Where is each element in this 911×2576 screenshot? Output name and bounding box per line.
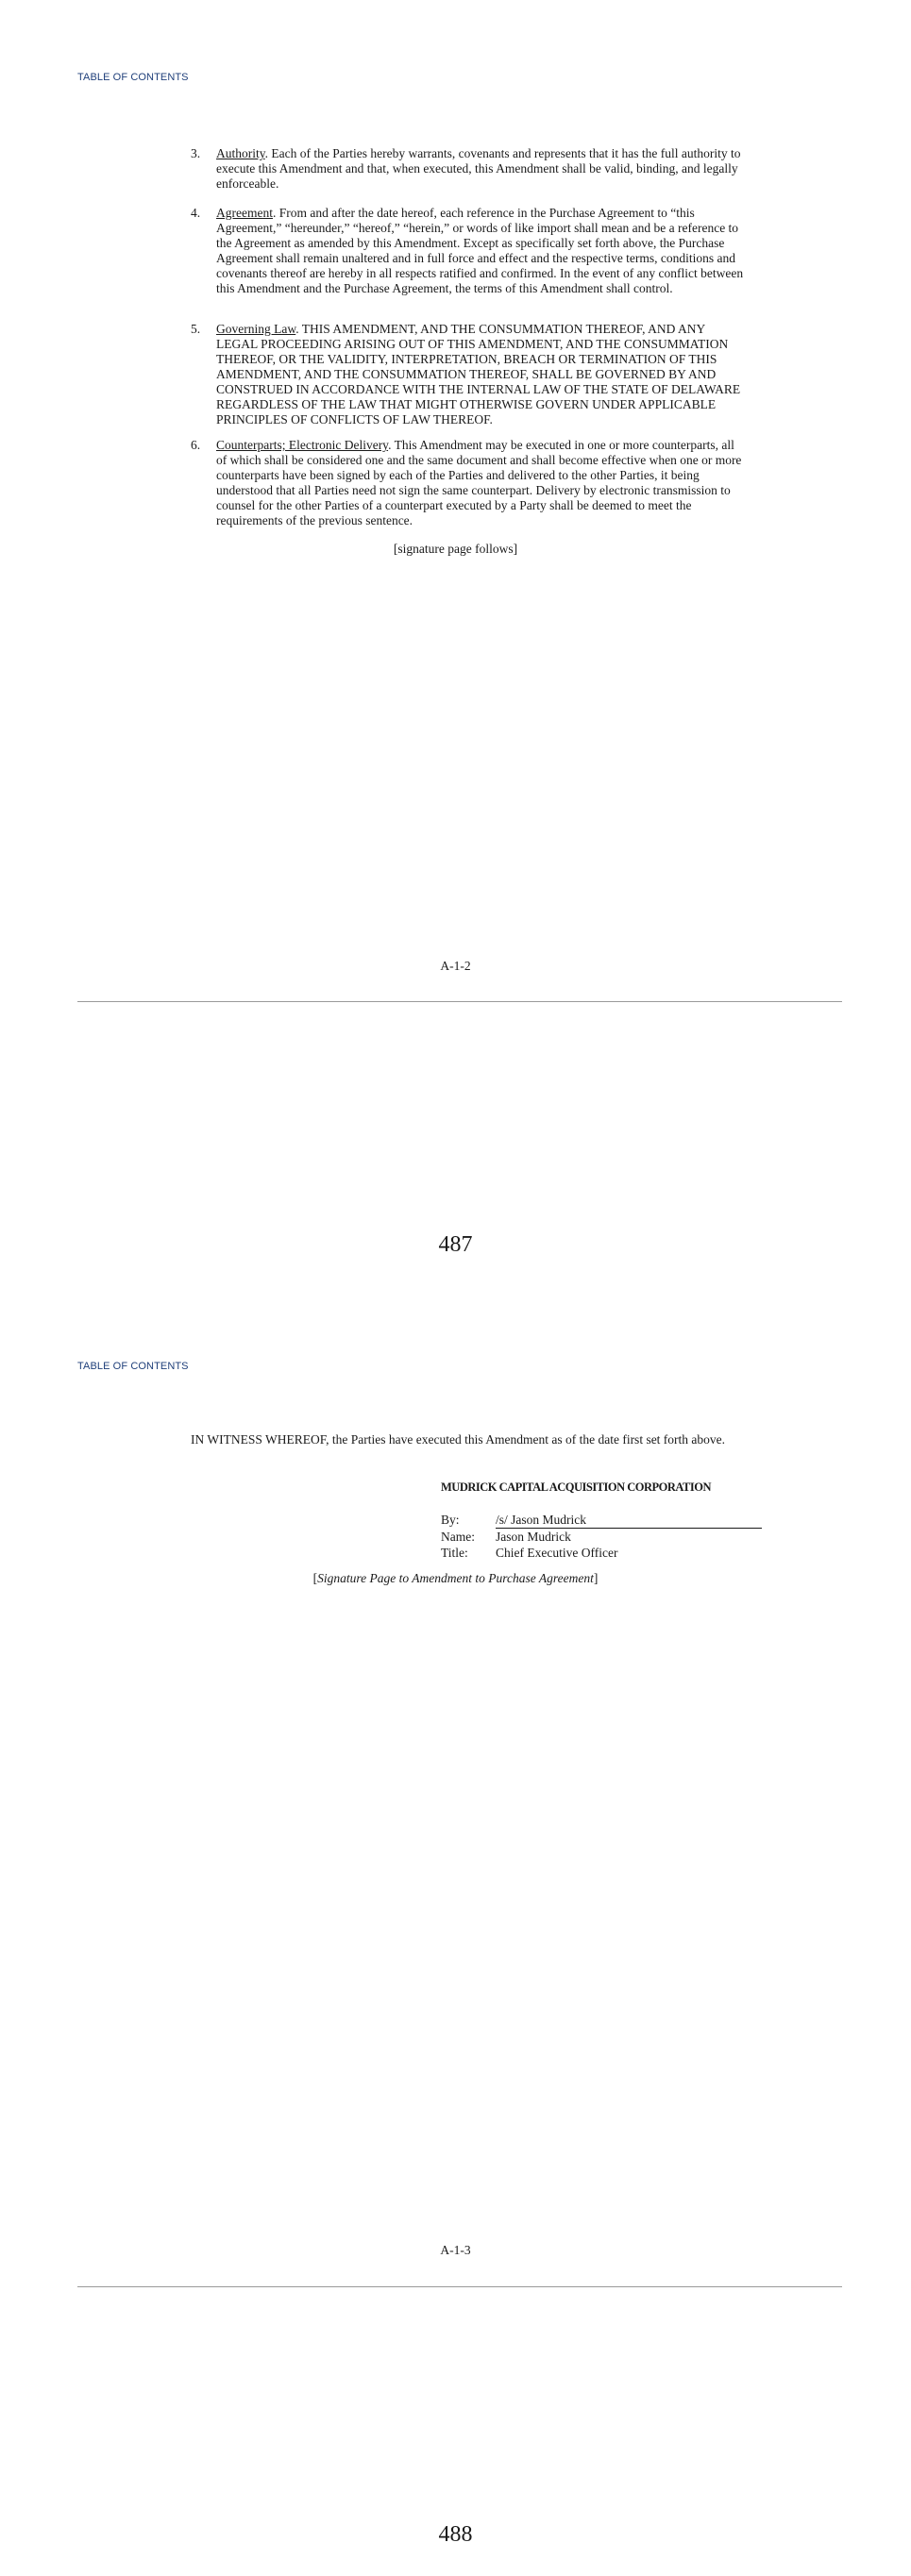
table-of-contents-link[interactable]: TABLE OF CONTENTS (77, 1361, 189, 1372)
name-label: Name: (441, 1530, 475, 1544)
section-4 (191, 206, 748, 296)
section-heading: Counterparts; Electronic Delivery (216, 438, 389, 452)
section-text: . Each of the Parties hereby warrants, covenants and represents that it has the full authority to execute this Amendment and that, when executed, this Amendment shall be valid, binding, and legally enforceable. (216, 146, 741, 191)
signature-line: /s/ Jason Mudrick (496, 1513, 762, 1529)
page-label: A-1-3 (440, 2243, 471, 2257)
section-heading: Governing Law (216, 322, 296, 336)
page-number: 487 (438, 1232, 473, 1257)
section-number: 4. (191, 206, 201, 220)
caption-open-bracket: [ (312, 1571, 318, 1585)
table-of-contents-link[interactable]: TABLE OF CONTENTS (77, 72, 189, 83)
caption-close-bracket: ] (593, 1571, 599, 1585)
section-number: 5. (191, 322, 201, 336)
by-label: By: (441, 1513, 460, 1527)
company-name: MUDRICK CAPITAL ACQUISITION CORPORATION (441, 1480, 711, 1494)
section-text: . This Amendment may be executed in one or more counterparts, all of which shall be considered one and the same document and shall become effective when one or more counterparts have been signed by each of the Parties and delivered to the other Parties, it being understood that all Parties need not sign the same counterpart. Delivery by electronic transmission to counsel for the other Parties of a counterpart executed by a Party shall be deemed to meet the requirements of the previous sentence. (216, 438, 742, 527)
page-divider (77, 2286, 842, 2287)
section-number: 6. (191, 438, 201, 452)
section-number: 3. (191, 146, 201, 160)
signer-title: Chief Executive Officer (496, 1546, 618, 1560)
section-5 (191, 322, 748, 427)
page-label: A-1-2 (440, 959, 471, 973)
section-3 (191, 146, 748, 192)
page-divider (77, 1001, 842, 1002)
signature-page-caption (0, 1571, 911, 1586)
page-number: 488 (438, 2522, 473, 2547)
section-6 (191, 438, 748, 528)
section-heading: Authority (216, 146, 265, 160)
section-text: . THIS AMENDMENT, AND THE CONSUMMATION THEREOF, AND ANY LEGAL PROCEEDING ARISING OUT OF THIS AMENDMENT, AND THE CONSUMMATION THEREOF, OR THE VALIDITY, INTERPRETATION, BREACH OR TERMINATION OF THIS AMENDMENT, AND THE CONSUMMATION THEREOF, SHALL BE GOVERNED BY AND CONSTRUED IN ACCORDANCE WITH THE INTERNAL LAW OF THE STATE OF DELAWARE REGARDLESS OF THE LAW THAT MIGHT OTHERWISE GOVERN UNDER APPLICABLE PRINCIPLES OF CONFLICTS OF LAW THEREOF. (216, 322, 741, 427)
section-text: . From and after the date hereof, each reference in the Purchase Agreement to “this Agreement,” “hereunder,” “hereof,” “herein,” or words of like import shall mean and be a reference to the Agreement as amended by this Amendment. Except as specifically set forth above, the Purchase Agreement shall remain unaltered and in full force and effect and the respective terms, conditions and covenants thereof are hereby in all respects ratified and confirmed. In the event of any conflict between this Amendment and the Purchase Agreement, the terms of this Amendment shall control. (216, 206, 744, 295)
witness-statement: IN WITNESS WHEREOF, the Parties have executed this Amendment as of the date first set forth above. (191, 1432, 726, 1447)
signer-name: Jason Mudrick (496, 1530, 571, 1544)
section-heading: Agreement (216, 206, 273, 220)
signature-page-note: [signature page follows] (393, 542, 518, 556)
caption-text: Signature Page to Amendment to Purchase Agreement (317, 1571, 594, 1585)
title-label: Title: (441, 1546, 468, 1560)
